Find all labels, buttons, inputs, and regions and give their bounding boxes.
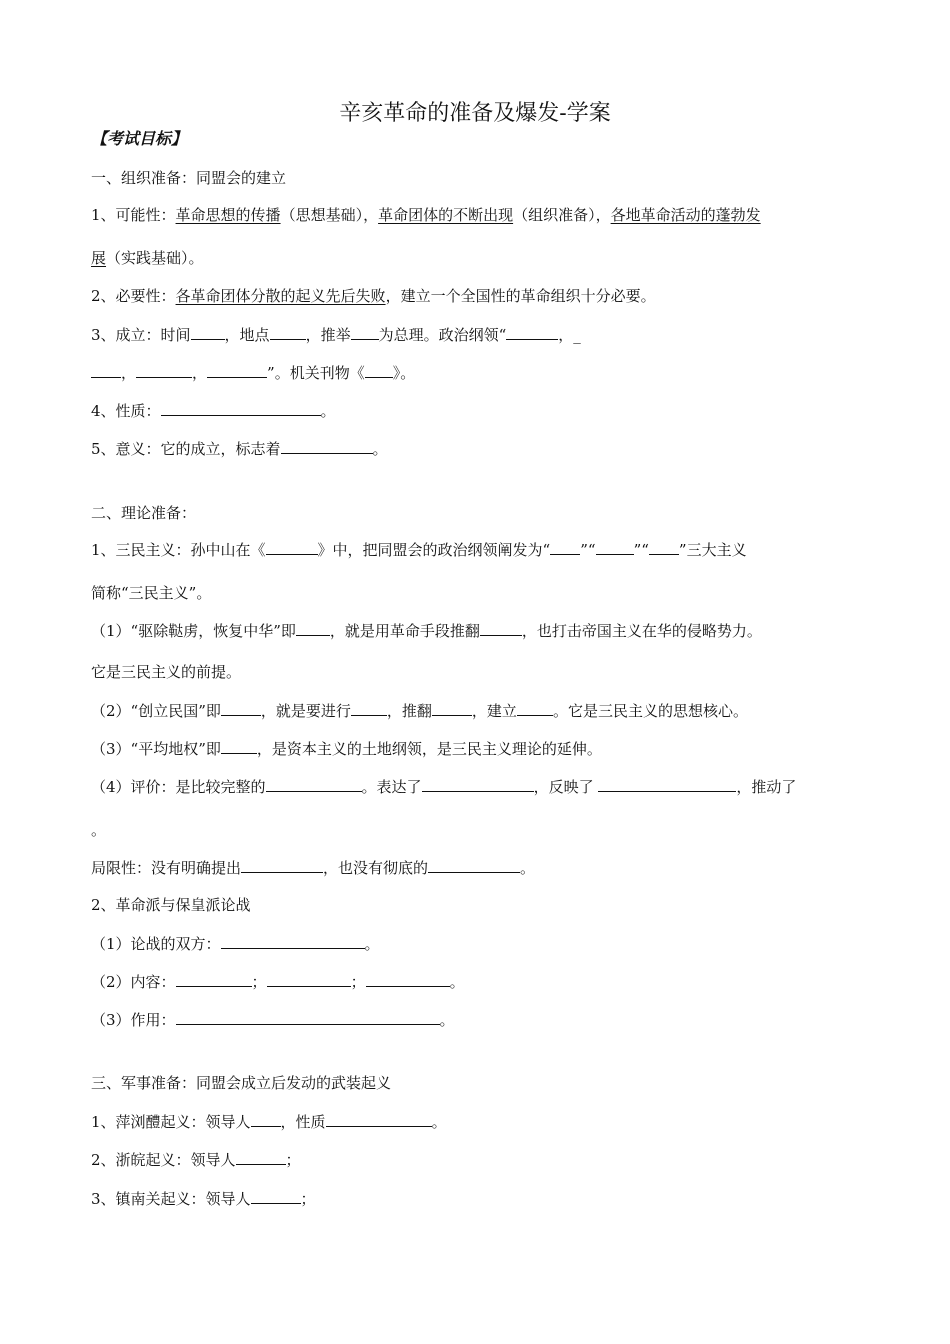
blank[interactable] [422,776,534,792]
s2-line-10: 2、革命派与保皇派论战 [91,896,251,914]
underlined-text: 各地革命活动的蓬勃发 [610,206,761,224]
page-title: 辛亥革命的准备及爆发-学案 [339,101,611,126]
blank[interactable] [480,620,522,636]
blank[interactable] [221,738,257,754]
s3-line-1 [91,1111,447,1132]
blank[interactable] [506,324,558,340]
text: ，性质 [280,1113,326,1131]
blank[interactable] [598,776,736,792]
s2-line-4: 它是三民主义的前提。 [91,663,242,681]
text: 。 [431,1113,447,1131]
text: ，也没有彻底的 [323,859,429,877]
blank[interactable] [281,438,373,454]
text: 1、三民主义：孙中山在《 [91,541,266,559]
text: （组织准备）， [513,206,611,224]
text: 4、性质： [91,402,161,420]
text: ，是资本主义的土地纲领，是三民主义理论的延伸。 [256,740,602,758]
text: 局限性：没有明确提出 [91,859,242,877]
blank[interactable] [221,700,261,716]
text: 。 [520,859,536,877]
text: ， [121,364,137,382]
s2-line-1 [91,539,747,560]
text: 。表达了 [361,778,422,796]
text: （2）内容： [91,973,176,991]
blank[interactable] [221,933,365,949]
text: ， [192,364,208,382]
s2-line-7 [91,776,796,797]
text: 1、可能性： [91,206,176,224]
blank[interactable] [428,857,520,873]
blank[interactable] [176,1009,440,1025]
text: ，推动了 [736,778,797,796]
text: （2）“创立民国”即 [91,702,221,720]
blank[interactable] [191,324,225,340]
text: ，推翻 [386,702,432,720]
text: 》。 [392,364,416,382]
text: ，建立 [471,702,517,720]
text: ”。机关刊物《 [267,364,365,382]
text: 5、意义：它的成立，标志着 [91,440,281,458]
text: 。 [449,973,465,991]
s1-line-6 [91,400,336,421]
underlined-text: 展 [91,249,107,267]
blank[interactable] [550,539,580,555]
text: 。它是三民主义的思想核心。 [552,702,748,720]
blank[interactable] [176,971,252,987]
section-1-heading: 一、组织准备：同盟会的建立 [91,169,287,187]
text: 。 [364,935,380,953]
text: 3、镇南关起义：领导人 [91,1190,251,1208]
s1-line-5 [91,362,415,383]
text: （1）“驱除鞑虏，恢复中华”即 [91,622,296,640]
s2-line-9 [91,857,535,878]
s3-line-3 [91,1188,316,1209]
text: ，建立一个全国性的革命组织十分必要。 [385,287,656,305]
blank[interactable] [241,857,323,873]
text: 》中，把同盟会的政治纲领阐发为“ [317,541,551,559]
exam-goal-heading: 【考试目标】 [91,129,188,148]
text: 1、萍浏醴起义：领导人 [91,1113,251,1131]
s1-line-4 [91,324,581,345]
text: ，_ [558,326,581,344]
underlined-text: 革命团体的不断出现 [378,206,514,224]
blank[interactable] [366,971,450,987]
text: 。 [439,1011,455,1029]
blank[interactable] [351,324,379,340]
blank[interactable] [236,1149,286,1165]
blank[interactable] [326,1111,432,1127]
blank[interactable] [136,362,192,378]
blank[interactable] [267,971,351,987]
s1-line-7 [91,438,388,459]
s1-line-3 [91,286,656,306]
blank[interactable] [91,362,121,378]
text: （3）作用： [91,1011,176,1029]
blank[interactable] [296,620,330,636]
blank[interactable] [266,776,362,792]
s2-line-13 [91,1009,455,1030]
underlined-text: 各革命团体分散的起义先后失败 [175,287,386,305]
text: 为总理。政治纲领“ [378,326,507,344]
s2-line-6 [91,738,602,759]
text: 。 [372,440,388,458]
text: （3）“平均地权”即 [91,740,221,758]
section-3-heading: 三、军事准备：同盟会成立后发动的武装起义 [91,1074,392,1092]
s2-line-2: 简称“三民主义”。 [91,584,212,602]
text: ，地点 [224,326,270,344]
blank[interactable] [517,700,553,716]
text: （实践基础）。 [106,249,204,267]
blank[interactable] [251,1188,301,1204]
text: ”三大主义 [678,541,747,559]
section-2-heading: 二、理论准备： [91,504,197,522]
blank[interactable] [207,362,267,378]
s1-line-2 [91,248,204,268]
blank[interactable] [270,324,306,340]
blank[interactable] [649,539,679,555]
blank[interactable] [351,700,387,716]
text: 2、必要性： [91,287,176,305]
underlined-text: 革命思想的传播 [175,206,281,224]
text: ，就是用革命手段推翻 [329,622,480,640]
text: ； [285,1151,301,1169]
text: ，也打击帝国主义在华的侵略势力。 [521,622,762,640]
text: ”“ [633,541,649,559]
s2-line-12 [91,971,465,992]
s2-line-3 [91,620,762,641]
s2-line-11 [91,933,380,954]
blank[interactable] [266,539,318,555]
text: ，就是要进行 [260,702,351,720]
text: 3、成立：时间 [91,326,191,344]
text: （思想基础）， [280,206,379,224]
text: ； [350,973,366,991]
blank[interactable] [432,700,472,716]
text: ，推举 [305,326,351,344]
blank[interactable] [596,539,634,555]
s2-line-5 [91,700,748,721]
text: （4）评价：是比较完整的 [91,778,266,796]
text: 。 [320,402,336,420]
s2-line-8: 。 [91,821,107,839]
blank[interactable] [161,400,321,416]
s1-line-1 [91,205,761,225]
blank[interactable] [251,1111,281,1127]
text: ； [251,973,267,991]
text: ； [300,1190,316,1208]
blank[interactable] [365,362,393,378]
s3-line-2 [91,1149,301,1170]
text: ”“ [580,541,596,559]
text: （1）论战的双方： [91,935,221,953]
text: 2、浙皖起义：领导人 [91,1151,236,1169]
text: ，反映了 [533,778,599,796]
